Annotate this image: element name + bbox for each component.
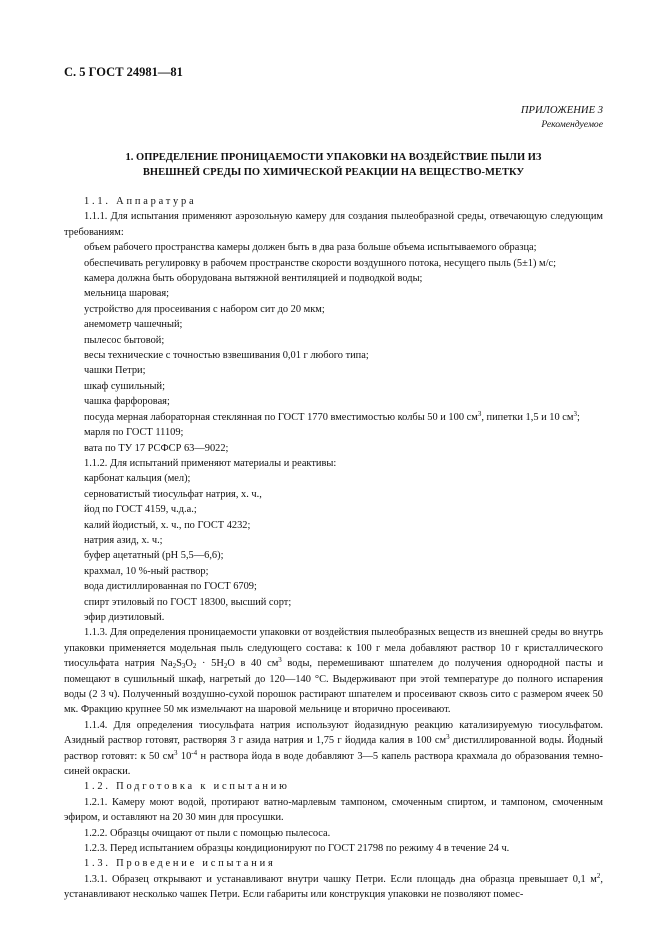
req-chamber: камера должна быть оборудована вытяжной вентиляцией и подводкой воды; [84, 273, 423, 285]
glassware-text-a: посуда мерная лабораторная стеклянная по ГОСТ 1770 вместимостью колбы 50 и 100 см [84, 411, 478, 423]
paragraph-1-2-2: 1.2.2. Образцы очищают от пыли с помощью пылесоса. [84, 827, 331, 839]
superscript: 3 [174, 748, 178, 757]
paragraph-1-1-1: 1.1.1. Для испытания применяют аэрозольную камеру для создания пылеобразной среды, отвечающую следующим требованиям: [64, 211, 603, 238]
appendix-title: ПРИЛОЖЕНИЕ 3 [520, 105, 603, 116]
section-title-line-1: 1. ОПРЕДЕЛЕНИЕ ПРОНИЦАЕМОСТИ УПАКОВКИ НА ВОЗДЕЙСТВИЕ ПЫЛИ ИЗ [125, 152, 542, 163]
text: S [176, 658, 182, 670]
paragraph-1-3-1 [64, 872, 603, 903]
item-anemometer: анемометр чашечный; [84, 319, 183, 331]
subscript: 2 [192, 662, 197, 671]
reagent-sodium-azide: натрия азид, х. ч.; [84, 534, 163, 546]
reagent-chalk: карбонат кальция (мел); [84, 473, 191, 485]
document-body [64, 194, 603, 903]
glassware-text-c: ; [576, 411, 580, 423]
req-volume: объем рабочего пространства камеры должен быть в два раза больше объема испытываемого образца; [84, 242, 537, 254]
reagent-ether: эфир диэтиловый. [84, 611, 165, 623]
text: 1.1.4. Для определения тиосульфата натрия используют йодазидную реакцию катализируемую тиосульфатом. Азидный раствор готовят, растворяя 3 г азида натрия и 1,75 г йодида калия в 100 см [64, 719, 603, 747]
glassware-text-b: , пипетки 1,5 и 10 см [481, 411, 574, 423]
item-sieve: устройство для просеивания с набором сит до 20 мкм; [84, 303, 325, 315]
superscript: -4 [191, 748, 198, 757]
item-wool: вата по ТУ 17 РСФСР 63—9022; [84, 442, 229, 454]
reagent-thiosulfate: серноватистый тиосульфат натрия, х. ч., [84, 488, 262, 500]
heading-1-2: 1.2. Подготовка к испытанию [84, 781, 290, 793]
page-header: С. 5 ГОСТ 24981—81 [64, 65, 183, 79]
item-scales: весы технические с точностью взвешивания 0,01 г любого типа; [84, 350, 369, 362]
item-vacuum: пылесос бытовой; [84, 334, 165, 346]
item-cup: чашка фарфоровая; [84, 396, 170, 408]
text: O [185, 658, 193, 670]
section-title-line-2: ВНЕШНЕЙ СРЕДЫ ПО ХИМИЧЕСКОЙ РЕАКЦИИ НА ВЕЩЕСТВО-МЕТКУ [142, 166, 525, 178]
item-gauze: марля по ГОСТ 11109; [84, 427, 184, 439]
item-cabinet: шкаф сушильный; [84, 380, 165, 392]
text: дистиллированной воды. Йодный раствор готовят: к 50 см [64, 735, 603, 762]
text: 10 [177, 750, 192, 762]
paragraph-1-1-2: 1.1.2. Для испытаний применяют материалы и реактивы: [84, 457, 337, 469]
paragraph-1-2-1: 1.2.1. Камеру моют водой, протирают ватно-марлевым тампоном, смоченным спиртом, и тампоном, смоченным эфиром, и оставляют на 20 30 мин для просушки. [64, 796, 603, 824]
item-mill: мельница шаровая; [84, 288, 170, 300]
reagent-starch: крахмал, 10 %-ный раствор; [84, 565, 209, 577]
section-title [70, 151, 597, 180]
item-glassware [64, 410, 603, 425]
subscript: 2 [223, 662, 228, 671]
subscript: 2 [172, 662, 177, 671]
req-regulation: обеспечивать регулировку в рабочем пространстве скорости воздушного потока, несущего пыль (5±1) м/с; [84, 257, 556, 269]
paragraph-1-1-4 [64, 718, 603, 780]
reagent-potassium-iodide: калий йодистый, х. ч., по ГОСТ 4232; [84, 519, 251, 531]
superscript: 3 [278, 656, 282, 665]
text: 1.3.1. Образец открывают и устанавливают внутри чашку Петри. Если площадь дна образца превышает 0,1 м [84, 873, 597, 885]
appendix-label [64, 104, 603, 131]
heading-1-1: 1.1. Аппаратура [84, 196, 197, 207]
reagent-alcohol: спирт этиловый по ГОСТ 18300, высший сорт; [84, 596, 292, 608]
reagent-buffer: буфер ацетатный (рН 5,5—6,6); [84, 550, 224, 562]
text: O в 40 см [227, 658, 279, 670]
paragraph-1-1-3 [64, 625, 603, 717]
superscript: 2 [596, 871, 601, 880]
reagent-water: вода дистиллированная по ГОСТ 6709; [84, 581, 257, 593]
paragraph-1-2-3: 1.2.3. Перед испытанием образцы кондиционируют по ГОСТ 21798 по режиму 4 в течение 24 ч. [84, 843, 510, 855]
text: 1.1.3. Для определения проницаемости упаковки от воздействия пылеобразных веществ из внешней среды во внутрь упаковки применяется модельная пыль следующего состава: к 100 г мела добавляют раствор 10 г кристаллического тиосульфата натрия Na [64, 627, 604, 670]
text: , устанавливают несколько чашек Петри. Если габариты или конструкция упаковки не позволяют помес- [64, 873, 603, 901]
superscript: 3 [573, 409, 577, 418]
appendix-note: Рекомендуемое [541, 118, 603, 130]
superscript: 3 [477, 409, 482, 418]
reagent-iodine: йод по ГОСТ 4159, ч.д.а.; [84, 504, 197, 516]
text: воды, перемешивают шпателем до получения однородной пасты и помещают в сушильный шкаф, нагретый до 120—140 °С. Выдерживают при этой температуре до полного испарения воды (2 3 ч). Полученный воздушно-сухой порошок растирают шпателем и просеивают сквозь сито с размером ячеек 50 мк. Фракцию крупнее 50 мк измельчают на шаровой мельнице и вторично просеивают. [64, 658, 603, 716]
superscript: 3 [446, 733, 450, 742]
heading-1-3: 1.3. Проведение испытания [84, 858, 276, 870]
item-petri: чашки Петри; [84, 365, 146, 377]
subscript: 3 [181, 662, 186, 671]
text: · 5H [196, 658, 224, 670]
text: н раствора йода в воде добавляют 3—5 капель раствора крахмала до образования темно-синей окраски. [64, 750, 603, 778]
